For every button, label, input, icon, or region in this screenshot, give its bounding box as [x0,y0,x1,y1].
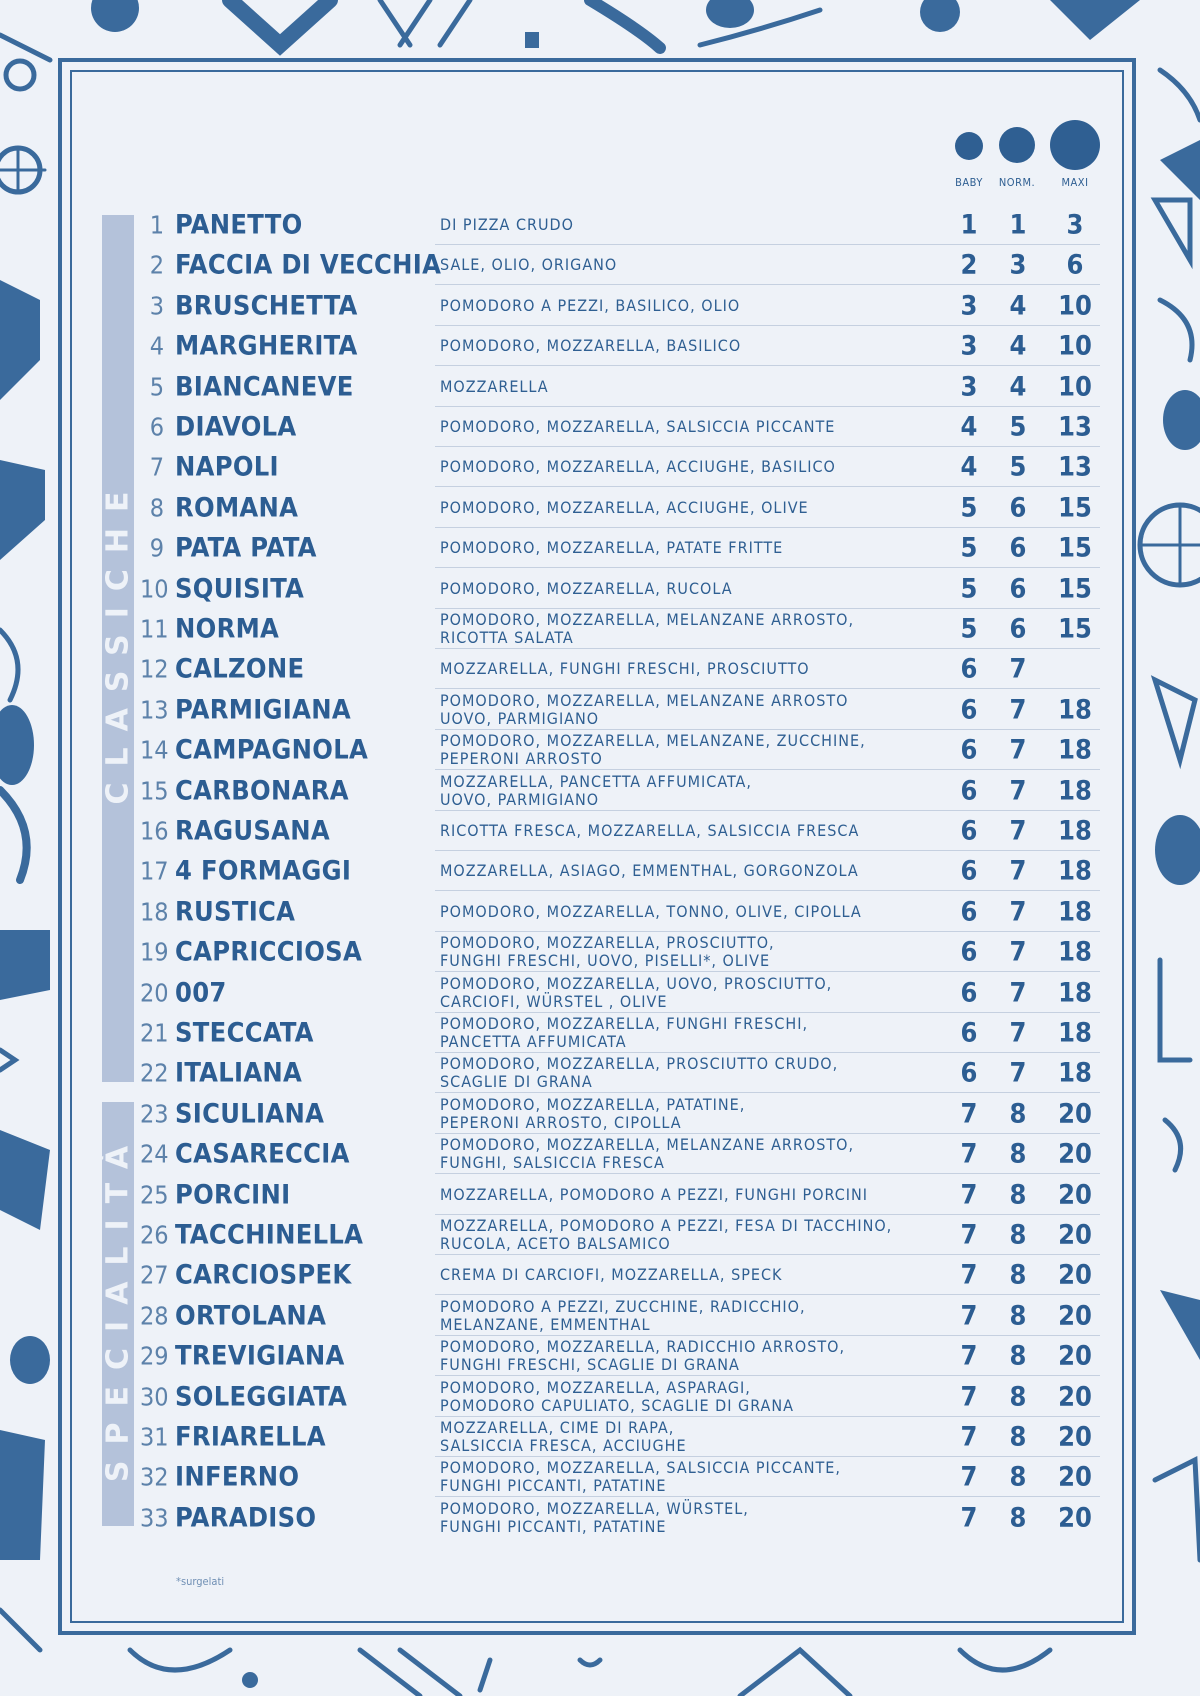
price-normal: 7 [1009,936,1027,968]
price-baby: 4 [960,411,978,443]
ingredients-line: POMODORO, MOZZARELLA, PATATE FRITTE [440,538,784,558]
price-normal: 8 [1009,1461,1027,1493]
ingredients-line: MOZZARELLA [440,376,549,396]
price-maxi: 20 [1058,1421,1092,1453]
pizza-number: 29 [140,1341,169,1371]
pizza-number: 22 [140,1058,169,1088]
price-baby: 5 [960,492,978,524]
price-maxi: 20 [1058,1179,1092,1211]
ingredients-line: SCAGLIE DI GRANA [440,1072,593,1092]
price-baby: 6 [960,653,978,685]
pizza-ingredients [440,1379,940,1415]
price-normal: 7 [1009,815,1027,847]
pizza-name: CASARECCIA [175,1138,350,1170]
normal-size-icon [999,127,1035,163]
ingredients-line: POMODORO, MOZZARELLA, MELANZANE ARROSTO [440,690,849,710]
price-baby: 5 [960,613,978,645]
pizza-name: CALZONE [175,653,305,685]
pizza-ingredients [440,660,940,678]
pizza-name: BRUSCHETTA [175,290,358,322]
ingredients-line: MOZZARELLA, ASIAGO, EMMENTHAL, GORGONZOLA [440,861,859,881]
price-maxi: 20 [1058,1502,1092,1534]
pizza-number: 24 [140,1139,169,1169]
price-maxi: 18 [1058,855,1092,887]
ingredients-line: RICOTTA FRESCA, MOZZARELLA, SALSICCIA FRESCA [440,821,860,840]
pizza-ingredients [440,692,940,728]
pizza-row [140,851,1100,891]
ingredients-line: POMODORO, MOZZARELLA, RADICCHIO ARROSTO, [440,1337,846,1357]
ingredients-line: POMODORO, MOZZARELLA, ASPARAGI, [440,1377,751,1397]
price-maxi: 10 [1058,290,1092,322]
pizza-row [140,245,1100,285]
ingredients-line: FUNGHI, SALSICCIA FRESCA [440,1153,665,1173]
price-normal: 1 [1009,209,1027,241]
price-baby: 4 [960,451,978,483]
price-maxi: 20 [1058,1340,1092,1372]
price-maxi: 18 [1058,977,1092,1009]
price-normal: 4 [1009,330,1027,362]
pizza-ingredients [440,337,940,355]
price-baby: 3 [960,371,978,403]
pizza-name: PANETTO [175,209,303,241]
pizza-row [140,1498,1100,1538]
pizza-ingredients [440,1500,940,1536]
pizza-name: SICULIANA [175,1098,325,1130]
ingredients-line: POMODORO, MOZZARELLA, UOVO, PROSCIUTTO, [440,973,833,993]
pizza-name: BIANCANEVE [175,371,354,403]
price-normal: 7 [1009,775,1027,807]
pizza-row [140,973,1100,1013]
ingredients-line: CREMA DI CARCIOFI, MOZZARELLA, SPECK [440,1265,783,1285]
price-normal: 7 [1009,977,1027,1009]
ingredients-line: MOZZARELLA, POMODORO A PEZZI, FUNGHI PORCINI [440,1184,869,1204]
ingredients-line: FUNGHI FRESCHI, SCAGLIE DI GRANA [440,1355,740,1375]
ingredients-line: POMODORO, MOZZARELLA, SALSICCIA PICCANTE, [440,1458,841,1478]
pizza-ingredients [440,862,940,880]
pizza-number: 19 [140,937,169,967]
pizza-name: STECCATA [175,1017,314,1049]
pizza-ingredients [440,216,940,234]
price-baby: 6 [960,1017,978,1049]
section-label-specialita: SPECIALITÀ [100,1129,136,1483]
ingredients-line: POMODORO, MOZZARELLA, FUNGHI FRESCHI, [440,1014,809,1033]
price-baby: 6 [960,815,978,847]
price-normal: 8 [1009,1381,1027,1413]
price-normal: 8 [1009,1179,1027,1211]
pizza-number: 17 [140,856,169,886]
ingredients-line: PEPERONI ARROSTO, CIPOLLA [440,1112,682,1132]
pizza-name: RAGUSANA [175,815,330,847]
price-normal: 8 [1009,1138,1027,1170]
ingredients-line: MOZZARELLA, PANCETTA AFFUMICATA, [440,771,752,791]
price-baby: 7 [960,1502,978,1534]
pizza-number: 20 [140,978,169,1008]
price-baby: 7 [960,1421,978,1453]
ingredients-line: POMODORO, MOZZARELLA, PROSCIUTTO, [440,933,775,953]
section-label-classiche: CLASSICHE [100,475,136,805]
ingredients-line: FUNGHI PICCANTI, PATATINE [440,1516,667,1536]
pizza-row [140,326,1100,366]
pizza-ingredients [440,1338,940,1374]
price-normal: 8 [1009,1259,1027,1291]
ingredients-line: RUCOLA, ACETO BALSAMICO [440,1234,671,1253]
ingredients-line: POMODORO A PEZZI, BASILICO, OLIO [440,295,741,315]
price-normal: 6 [1009,573,1027,605]
pizza-ingredients [440,732,940,768]
pizza-number: 10 [140,574,169,604]
pizza-row [140,1094,1100,1134]
pizza-number: 26 [140,1220,169,1250]
price-baby: 6 [960,734,978,766]
pizza-row [140,528,1100,568]
price-normal: 8 [1009,1502,1027,1534]
price-maxi: 10 [1058,330,1092,362]
pizza-name: NAPOLI [175,451,279,483]
price-maxi: 18 [1058,1017,1092,1049]
pizza-ingredients [440,1298,940,1334]
price-maxi: 6 [1066,249,1084,281]
price-baby: 3 [960,330,978,362]
pizza-row [140,730,1100,770]
pizza-ingredients [440,378,940,396]
pizza-number: 32 [140,1462,169,1492]
price-normal: 8 [1009,1098,1027,1130]
pizza-row [140,286,1100,326]
price-baby: 7 [960,1138,978,1170]
pizza-name: TREVIGIANA [175,1340,345,1372]
pizza-number: 6 [149,412,164,442]
ingredients-line: POMODORO, MOZZARELLA, MELANZANE, ZUCCHINE, [440,731,866,751]
pizza-row [140,1296,1100,1336]
pizza-number: 21 [140,1018,169,1048]
ingredients-line: POMODORO, MOZZARELLA, TONNO, OLIVE, CIPOLLA [440,901,862,921]
pizza-number: 13 [140,695,169,725]
ingredients-line: MOZZARELLA, CIME DI RAPA, [440,1418,675,1437]
pizza-number: 1 [149,210,164,240]
price-normal: 6 [1009,492,1027,524]
price-baby: 2 [960,249,978,281]
ingredients-line: POMODORO A PEZZI, ZUCCHINE, RADICCHIO, [440,1296,806,1316]
pizza-row [140,205,1100,245]
ingredients-line: FUNGHI PICCANTI, PATATINE [440,1476,667,1496]
price-baby: 7 [960,1300,978,1332]
pizza-ingredients [440,418,940,436]
pizza-row [140,1417,1100,1457]
footnote: *surgelati [176,1575,225,1588]
pizza-name: FACCIA DI VECCHIA [175,249,442,281]
pizza-ingredients [440,1096,940,1132]
pizza-name: RUSTICA [175,896,296,928]
pizza-ingredients [440,1055,940,1091]
price-maxi: 18 [1058,734,1092,766]
pizza-number: 7 [149,452,164,482]
price-normal: 5 [1009,451,1027,483]
price-maxi: 18 [1058,775,1092,807]
ingredients-line: RICOTTA SALATA [440,628,574,647]
pizza-row [140,649,1100,689]
price-normal: 4 [1009,290,1027,322]
pizza-name: ORTOLANA [175,1300,327,1332]
pizza-name: MARGHERITA [175,330,358,362]
pizza-number: 25 [140,1180,169,1210]
pizza-name: CARBONARA [175,775,349,807]
pizza-row [140,771,1100,811]
pizza-name: INFERNO [175,1461,300,1493]
pizza-number: 12 [140,654,169,684]
pizza-ingredients [440,1136,940,1172]
maxi-size-icon [1050,120,1100,170]
price-normal: 4 [1009,371,1027,403]
pizza-name: PATA PATA [175,532,317,564]
pizza-name: CAMPAGNOLA [175,734,369,766]
pizza-ingredients [440,822,940,840]
price-maxi: 10 [1058,371,1092,403]
pizza-name: PARADISO [175,1502,317,1534]
pizza-number: 11 [140,614,169,644]
price-normal: 8 [1009,1340,1027,1372]
price-baby: 6 [960,855,978,887]
ingredients-line: CARCIOFI, WÜRSTEL , OLIVE [440,991,668,1011]
price-maxi: 15 [1058,492,1092,524]
price-baby: 6 [960,977,978,1009]
price-maxi: 13 [1058,451,1092,483]
pizza-ingredients [440,773,940,809]
price-baby: 1 [960,209,978,241]
pizza-name: DIAVOLA [175,411,297,443]
size-label-normal: NORM. [998,176,1036,189]
price-baby: 7 [960,1340,978,1372]
pizza-number: 2 [149,250,164,280]
ingredients-line: MOZZARELLA, FUNGHI FRESCHI, PROSCIUTTO [440,659,810,679]
ingredients-line: PANCETTA AFFUMICATA [440,1032,627,1051]
ingredients-line: PEPERONI ARROSTO [440,749,603,769]
size-label-maxi: MAXI [1061,176,1089,189]
pizza-row [140,1175,1100,1215]
price-normal: 7 [1009,734,1027,766]
pizza-name: ITALIANA [175,1057,303,1089]
pizza-row [140,488,1100,528]
price-maxi: 20 [1058,1300,1092,1332]
pizza-name: PORCINI [175,1179,291,1211]
pizza-row [140,1053,1100,1093]
ingredients-line: UOVO, PARMIGIANO [440,708,600,728]
pizza-ingredients [440,256,940,274]
pizza-row [140,690,1100,730]
pizza-name: CAPRICCIOSA [175,936,363,968]
pizza-row [140,609,1100,649]
pizza-ingredients [440,1459,940,1495]
pizza-number: 18 [140,897,169,927]
price-normal: 7 [1009,855,1027,887]
pizza-row [140,1134,1100,1174]
pizza-ingredients [440,580,940,598]
ingredients-line: POMODORO, MOZZARELLA, ACCIUGHE, BASILICO [440,457,836,477]
pizza-ingredients [440,1217,940,1253]
pizza-number: 8 [149,493,164,523]
pizza-row [140,1457,1100,1497]
pizza-ingredients [440,903,940,921]
price-baby: 3 [960,290,978,322]
price-normal: 7 [1009,653,1027,685]
ingredients-line: POMODORO, MOZZARELLA, RUCOLA [440,578,733,598]
price-baby: 7 [960,1219,978,1251]
price-baby: 6 [960,694,978,726]
ingredients-line: DI PIZZA CRUDO [440,215,574,234]
price-maxi: 18 [1058,694,1092,726]
ingredients-line: POMODORO, MOZZARELLA, PATATINE, [440,1094,746,1114]
ingredients-line: POMODORO, MOZZARELLA, SALSICCIA PICCANTE [440,417,836,436]
pizza-ingredients [440,297,940,315]
pizza-number: 27 [140,1260,169,1290]
pizza-name: ROMANA [175,492,299,524]
price-maxi: 3 [1066,209,1084,241]
pizza-ingredients [440,975,940,1011]
price-baby: 6 [960,936,978,968]
pizza-number: 9 [149,533,164,563]
price-maxi: 15 [1058,532,1092,564]
pizza-number: 31 [140,1422,169,1452]
ingredients-line: POMODORO, MOZZARELLA, ACCIUGHE, OLIVE [440,497,809,517]
price-baby: 7 [960,1381,978,1413]
price-normal: 8 [1009,1421,1027,1453]
price-maxi: 20 [1058,1138,1092,1170]
price-maxi: 15 [1058,573,1092,605]
price-baby: 5 [960,573,978,605]
pizza-row [140,932,1100,972]
pizza-name: 4 FORMAGGI [175,855,352,887]
pizza-ingredients [440,1015,940,1051]
pizza-name: PARMIGIANA [175,694,351,726]
price-normal: 7 [1009,896,1027,928]
pizza-row [140,569,1100,609]
pizza-name: 007 [175,977,227,1009]
pizza-ingredients [440,539,940,557]
pizza-number: 16 [140,816,169,846]
pizza-row [140,1215,1100,1255]
price-maxi: 18 [1058,936,1092,968]
pizza-number: 15 [140,776,169,806]
ingredients-line: POMODORO, MOZZARELLA, BASILICO [440,336,742,356]
price-maxi: 20 [1058,1381,1092,1413]
price-normal: 7 [1009,1017,1027,1049]
pizza-row [140,367,1100,407]
price-baby: 7 [960,1098,978,1130]
pizza-ingredients [440,934,940,970]
pizza-ingredients [440,1419,940,1455]
price-maxi: 13 [1058,411,1092,443]
ingredients-line: POMODORO CAPULIATO, SCAGLIE DI GRANA [440,1395,794,1415]
price-maxi: 18 [1058,1057,1092,1089]
ingredients-line: POMODORO, MOZZARELLA, PROSCIUTTO CRUDO, [440,1054,839,1074]
price-maxi: 18 [1058,815,1092,847]
pizza-number: 14 [140,735,169,765]
price-baby: 6 [960,896,978,928]
price-normal: 5 [1009,411,1027,443]
ingredients-line: UOVO, PARMIGIANO [440,789,600,809]
ingredients-line: POMODORO, MOZZARELLA, MELANZANE ARROSTO, [440,610,855,629]
ingredients-line: FUNGHI FRESCHI, UOVO, PISELLI*, OLIVE [440,951,771,971]
pizza-row [140,447,1100,487]
ingredients-line: MELANZANE, EMMENTHAL [440,1314,651,1334]
pizza-row [140,892,1100,932]
price-maxi: 20 [1058,1461,1092,1493]
price-normal: 8 [1009,1300,1027,1332]
price-maxi: 20 [1058,1098,1092,1130]
ingredients-line: POMODORO, MOZZARELLA, MELANZANE ARROSTO, [440,1135,855,1155]
price-normal: 6 [1009,613,1027,645]
ingredients-line: MOZZARELLA, POMODORO A PEZZI, FESA DI TACCHINO, [440,1216,893,1235]
ingredients-line: POMODORO, MOZZARELLA, WÜRSTEL, [440,1498,749,1518]
pizza-number: 23 [140,1099,169,1129]
price-baby: 7 [960,1461,978,1493]
pizza-row [140,1013,1100,1053]
pizza-number: 4 [149,331,164,361]
pizza-name: FRIARELLA [175,1421,326,1453]
size-label-baby: BABY [955,176,983,189]
pizza-row [140,1336,1100,1376]
price-maxi: 18 [1058,896,1092,928]
pizza-ingredients [440,499,940,517]
pizza-row [140,1255,1100,1295]
pizza-name: SQUISITA [175,573,305,605]
pizza-ingredients [440,458,940,476]
pizza-name: CARCIOSPEK [175,1259,352,1291]
ingredients-line: SALE, OLIO, ORIGANO [440,255,618,275]
pizza-ingredients [440,1186,940,1204]
price-normal: 8 [1009,1219,1027,1251]
price-maxi: 15 [1058,613,1092,645]
price-baby: 6 [960,775,978,807]
pizza-ingredients [440,611,940,647]
price-normal: 7 [1009,1057,1027,1089]
baby-size-icon [955,132,983,160]
pizza-row [140,811,1100,851]
price-baby: 5 [960,532,978,564]
price-baby: 7 [960,1179,978,1211]
price-normal: 7 [1009,694,1027,726]
pizza-name: NORMA [175,613,280,645]
pizza-row [140,407,1100,447]
pizza-number: 5 [149,372,164,402]
pizza-number: 33 [140,1503,169,1533]
ingredients-line: SALSICCIA FRESCA, ACCIUGHE [440,1436,687,1455]
pizza-name: TACCHINELLA [175,1219,364,1251]
price-maxi: 20 [1058,1219,1092,1251]
pizza-name: SOLEGGIATA [175,1381,348,1413]
pizza-number: 3 [149,291,164,321]
pizza-number: 28 [140,1301,169,1331]
price-normal: 6 [1009,532,1027,564]
pizza-ingredients [440,1266,940,1284]
price-normal: 3 [1009,249,1027,281]
price-maxi: 20 [1058,1259,1092,1291]
pizza-row [140,1377,1100,1417]
price-baby: 6 [960,1057,978,1089]
price-baby: 7 [960,1259,978,1291]
pizza-number: 30 [140,1382,169,1412]
